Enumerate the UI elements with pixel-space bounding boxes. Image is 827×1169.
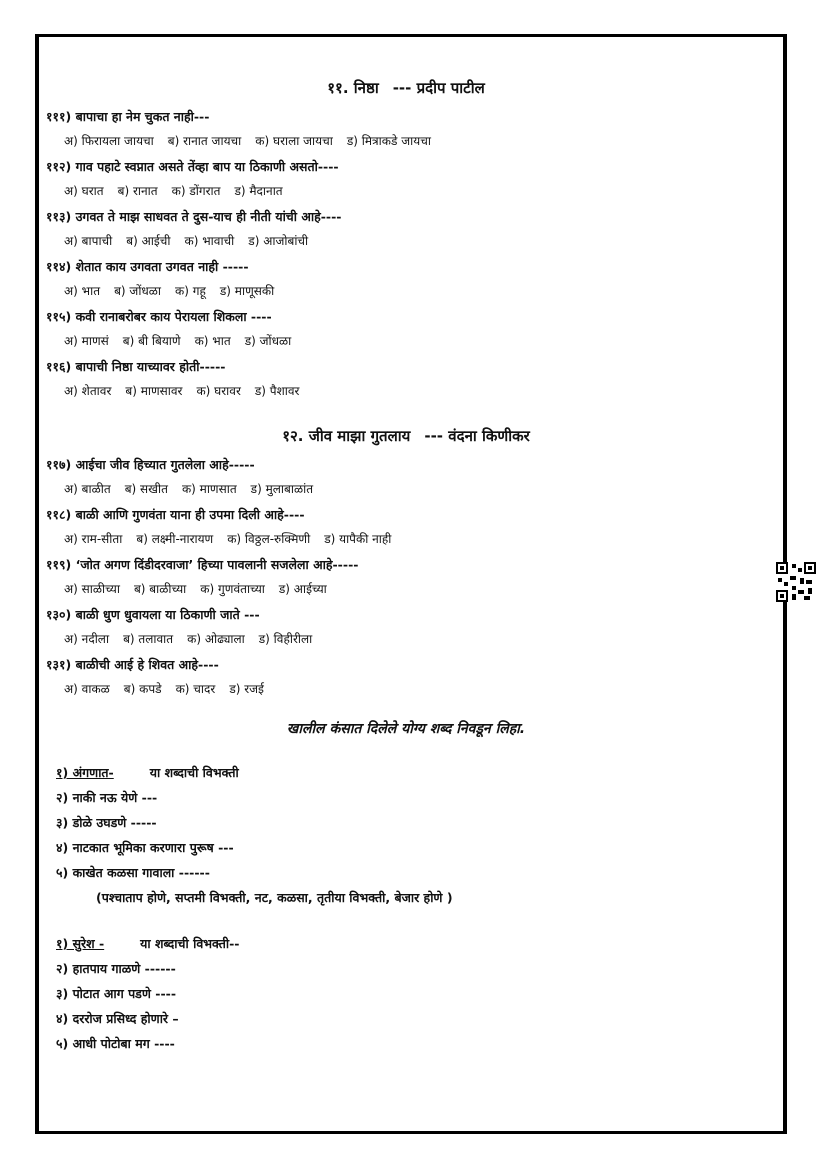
option: अ) घरात bbox=[64, 184, 104, 198]
option: अ) वाकळ bbox=[64, 682, 110, 696]
option: ब) आईची bbox=[126, 234, 171, 248]
section-11-author: --- प्रदीप पाटील bbox=[392, 79, 485, 97]
question: १११) बापाचा हा नेम चुकत नाही--- bbox=[46, 109, 210, 124]
question: १३०) बाळी धुण धुवायला या ठिकाणी जाते --- bbox=[46, 607, 260, 622]
option: अ) माणसं bbox=[64, 334, 109, 348]
section-11-title: ११. निष्ठा bbox=[327, 79, 379, 97]
fill-item: ४) दररोज प्रसिध्द होणारे – bbox=[56, 1011, 179, 1026]
option: ड) विहीरीला bbox=[258, 632, 313, 646]
options bbox=[46, 680, 766, 698]
option: अ) भात bbox=[64, 284, 101, 298]
option: ब) रानात bbox=[117, 184, 158, 198]
fill-word-rest: या शब्दाची विभक्ती bbox=[149, 765, 239, 780]
fill-item: २) नाकी नऊ येणे --- bbox=[56, 790, 158, 805]
option: ब) रानात जायचा bbox=[167, 134, 242, 148]
option: ड) मैदानात bbox=[234, 184, 283, 198]
fill-item: २) हातपाय गाळणे ------ bbox=[56, 961, 176, 976]
options bbox=[46, 182, 766, 200]
fill-item: ३) डोळे उघडणे ----- bbox=[56, 815, 157, 830]
question: ११३) उगवत ते माझ साधवत ते दुस-याच ही नीती यांची आहे---- bbox=[46, 209, 342, 224]
question: ११२) गाव पहाटे स्वप्नात असते तेंव्हा बाप या ठिकाणी असतो---- bbox=[46, 159, 339, 174]
question: ११९) ‘जोत अगण दिंडीदरवाजा’ हिच्या पावलानी सजलेला आहे----- bbox=[46, 557, 359, 572]
option: ड) यापैकी नाही bbox=[324, 532, 392, 546]
options bbox=[46, 580, 766, 598]
fill-word: १) सुरेश - bbox=[56, 936, 105, 951]
option: अ) राम-सीता bbox=[64, 532, 123, 546]
option: क) गुणवंताच्या bbox=[200, 582, 265, 596]
qr-code-icon bbox=[776, 562, 816, 602]
option: ड) मित्राकडे जायचा bbox=[346, 134, 431, 148]
option: ड) माणूसकी bbox=[219, 284, 275, 298]
question: ११८) बाळी आणि गुणवंता याना ही उपमा दिली आहे---- bbox=[46, 507, 305, 522]
section-12-questions bbox=[46, 456, 766, 698]
option: अ) बापाची bbox=[64, 234, 113, 248]
option: क) भावाची bbox=[184, 234, 235, 248]
options bbox=[46, 530, 766, 548]
option: अ) नदीला bbox=[64, 632, 110, 646]
question: ११७) आईचा जीव हिच्यात गुतलेला आहे----- bbox=[46, 457, 255, 472]
option: ब) बी बियाणे bbox=[122, 334, 181, 348]
option: ब) तलावात bbox=[123, 632, 174, 646]
option: क) चादर bbox=[175, 682, 216, 696]
option: क) घरावर bbox=[196, 384, 241, 398]
option: ड) रजई bbox=[229, 682, 264, 696]
option: अ) साळीच्या bbox=[64, 582, 120, 596]
fill-word-rest: या शब्दाची विभक्ती-- bbox=[140, 936, 240, 951]
option: अ) बाळीत bbox=[64, 482, 111, 496]
section-11-heading bbox=[46, 76, 766, 100]
option: ब) माणसावर bbox=[125, 384, 183, 398]
section-12-heading bbox=[46, 424, 766, 448]
option: ब) कपडे bbox=[123, 682, 162, 696]
option: ड) जोंधळा bbox=[244, 334, 292, 348]
fill-item: ५) काखेत कळसा गावाला ------ bbox=[56, 865, 210, 880]
fill-item bbox=[56, 935, 766, 953]
word-bank: (पश्चाताप होणे, सप्तमी विभक्ती, नट, कळसा, तृतीया विभक्ती, बेजार होणे ) bbox=[96, 890, 453, 905]
fill-word: १) अंगणात- bbox=[56, 765, 114, 780]
option: अ) शेतावर bbox=[64, 384, 112, 398]
options bbox=[46, 232, 766, 250]
section-12-author: --- वंदना किणीकर bbox=[424, 427, 530, 445]
fill-set-2 bbox=[46, 935, 766, 1053]
option: क) ओढ्याला bbox=[187, 632, 245, 646]
option: ड) आजोबांची bbox=[248, 234, 309, 248]
question: १३१) बाळीची आई हे शिवत आहे---- bbox=[46, 657, 219, 672]
option: ड) पैशावर bbox=[254, 384, 300, 398]
question: ११५) कवी रानाबरोबर काय पेरायला शिकला ---- bbox=[46, 309, 272, 324]
option: क) भात bbox=[194, 334, 231, 348]
option: ड) मुलाबाळांत bbox=[250, 482, 314, 496]
options bbox=[46, 332, 766, 350]
option: क) विठ्ठल-रुक्मिणी bbox=[227, 532, 311, 546]
option: ब) सखीत bbox=[124, 482, 168, 496]
options bbox=[46, 630, 766, 648]
options bbox=[46, 480, 766, 498]
option: क) डोंगरात bbox=[171, 184, 221, 198]
option: क) माणसात bbox=[181, 482, 237, 496]
section-11-questions bbox=[46, 108, 766, 400]
option: ड) आईच्या bbox=[278, 582, 327, 596]
fill-set-1 bbox=[46, 764, 766, 907]
option: ब) बाळीच्या bbox=[133, 582, 187, 596]
options bbox=[46, 282, 766, 300]
fill-item bbox=[56, 764, 766, 782]
options bbox=[46, 382, 766, 400]
option: क) गहू bbox=[175, 284, 206, 298]
section-12-title: १२. जीव माझा गुतलाय bbox=[282, 427, 411, 445]
question: ११४) शेतात काय उगवता उगवत नाही ----- bbox=[46, 259, 249, 274]
question: ११६) बापाची निष्ठा याच्यावर होती----- bbox=[46, 359, 226, 374]
instruction: खालील कंसात दिलेले योग्य शब्द निवडून लिहा. bbox=[286, 721, 526, 737]
option: ब) जोंधळा bbox=[114, 284, 162, 298]
fill-item: ५) आधी पोटोबा मग ---- bbox=[56, 1036, 175, 1051]
fill-item: ४) नाटकात भूमिका करणारा पुरूष --- bbox=[56, 840, 234, 855]
option: क) घराला जायचा bbox=[255, 134, 333, 148]
fill-item: ३) पोटात आग पडणे ---- bbox=[56, 986, 177, 1001]
worksheet-content bbox=[46, 76, 766, 1060]
option: ब) लक्ष्मी-नारायण bbox=[136, 532, 214, 546]
option: अ) फिरायला जायचा bbox=[64, 134, 154, 148]
options bbox=[46, 132, 766, 150]
